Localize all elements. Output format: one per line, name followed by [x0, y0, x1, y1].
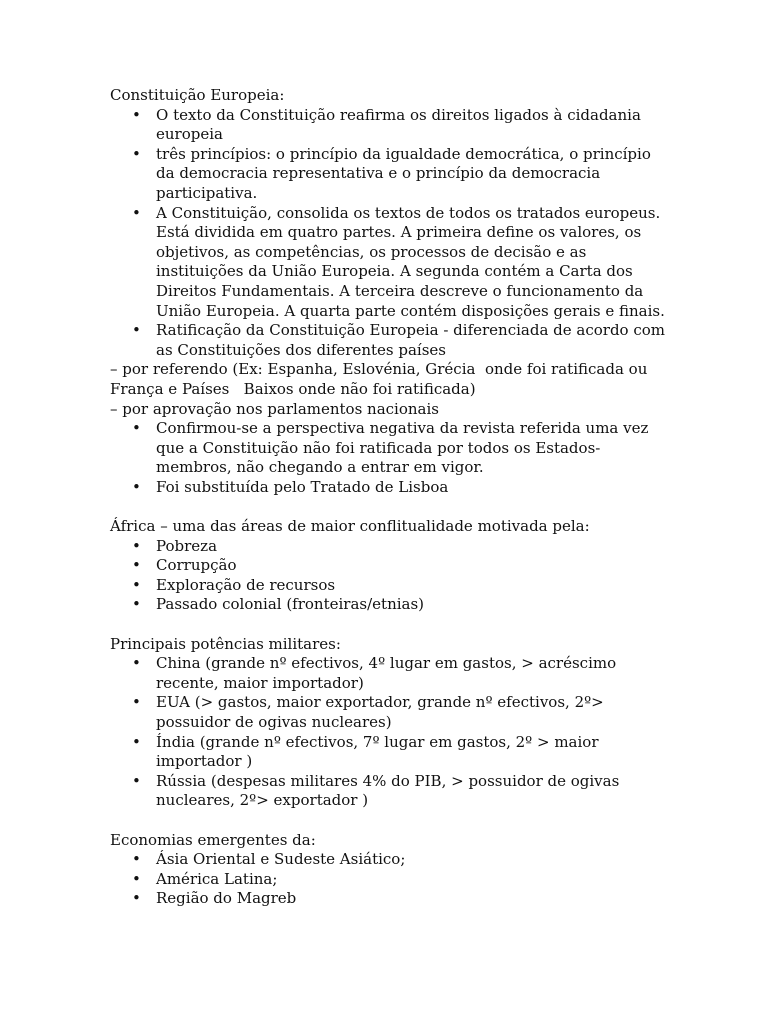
- bullet-icon: •: [132, 889, 141, 908]
- list-item: • O texto da Constituição reafirma os direitos ligados à cidadania europeia: [132, 105, 641, 144]
- section-heading-economias: Economias emergentes da:: [110, 830, 316, 849]
- spacer: [110, 811, 670, 831]
- list-item: • Passado colonial (fronteiras/etnias): [132, 595, 425, 614]
- section-heading-africa: África – uma das áreas de maior conflitualidade motivada pela:: [110, 517, 590, 536]
- bullet-icon: •: [132, 536, 141, 555]
- bullet-list-africa: [110, 537, 670, 615]
- bullet-icon: •: [132, 144, 141, 163]
- list-item: • três princípios: o princípio da igualdade democrática, o princípio da democracia representativa e o princípio da democracia participativa.: [132, 144, 651, 202]
- spacer: [110, 615, 670, 635]
- bullet-icon: •: [132, 654, 141, 673]
- bullet-icon: •: [132, 321, 141, 340]
- section-heading-constituicao: Constituição Europeia:: [110, 86, 285, 104]
- bullet-list-ratificacao: [110, 419, 670, 497]
- text-line-referendo-cont: França e Países Baixos onde não foi ratificada): [110, 379, 476, 398]
- list-item: • China (grande nº efectivos, 4º lugar em gastos, > acréscimo recente, maior importador): [132, 654, 617, 692]
- list-item: • Índia (grande nº efectivos, 7º lugar em gastos, 2º > maior importador ): [132, 732, 599, 771]
- bullet-icon: •: [132, 477, 141, 496]
- list-item: • Corrupção: [132, 556, 237, 575]
- bullet-icon: •: [132, 732, 141, 751]
- list-item: • A Constituição, consolida os textos de todos os tratados europeus. Está dividida em quatro partes. A primeira define os valores, os objetivos, as competências, os processos de decisão e as instituições da União Europeia. A segunda contém a Carta dos Direitos Fundamentais. A terceira descreve o funcionamento da União Europeia. A quarta parte contém disposições gerais e finais.: [132, 203, 665, 320]
- spacer: [110, 497, 670, 517]
- list-item: • Confirmou-se a perspectiva negativa da revista referida uma vez que a Constituição não foi ratificada por todos os Estados-membros, não chegando a entrar em vigor.: [132, 419, 649, 477]
- bullet-icon: •: [132, 575, 141, 594]
- list-item: • Região do Magreb: [132, 889, 297, 908]
- bullet-icon: •: [132, 105, 141, 124]
- list-item: • EUA (> gastos, maior exportador, grande nº efectivos, 2º> possuidor de ogivas nucleares): [132, 693, 604, 731]
- list-item: • Ratificação da Constituição Europeia - diferenciada de acordo com as Constituições dos diferentes países: [132, 321, 666, 359]
- document-page: [110, 86, 670, 909]
- section-heading-potencias: Principais potências militares:: [110, 634, 341, 653]
- list-item: • Foi substituída pelo Tratado de Lisboa: [132, 477, 449, 496]
- bullet-icon: •: [132, 869, 141, 888]
- list-item: • Ásia Oriental e Sudeste Asiático;: [132, 850, 406, 869]
- bullet-icon: •: [132, 771, 141, 790]
- bullet-list-economias: [110, 850, 670, 909]
- bullet-icon: •: [132, 203, 141, 222]
- text-line-parlamentos: – por aprovação nos parlamentos nacionais: [110, 399, 439, 418]
- bullet-icon: •: [132, 419, 141, 438]
- bullet-icon: •: [132, 556, 141, 575]
- bullet-list-constituicao: [110, 106, 670, 361]
- text-line-referendo: – por referendo (Ex: Espanha, Eslovénia, Grécia onde foi ratificada ou: [110, 360, 648, 379]
- list-item: • América Latina;: [132, 869, 278, 888]
- list-item: • Rússia (despesas militares 4% do PIB, > possuidor de ogivas nucleares, 2º> exportador ): [132, 771, 620, 810]
- list-item: • Exploração de recursos: [132, 575, 336, 594]
- bullet-icon: •: [132, 850, 141, 869]
- bullet-icon: •: [132, 693, 141, 712]
- list-item: • Pobreza: [132, 536, 218, 555]
- bullet-list-potencias: [110, 654, 670, 811]
- bullet-icon: •: [132, 595, 141, 614]
